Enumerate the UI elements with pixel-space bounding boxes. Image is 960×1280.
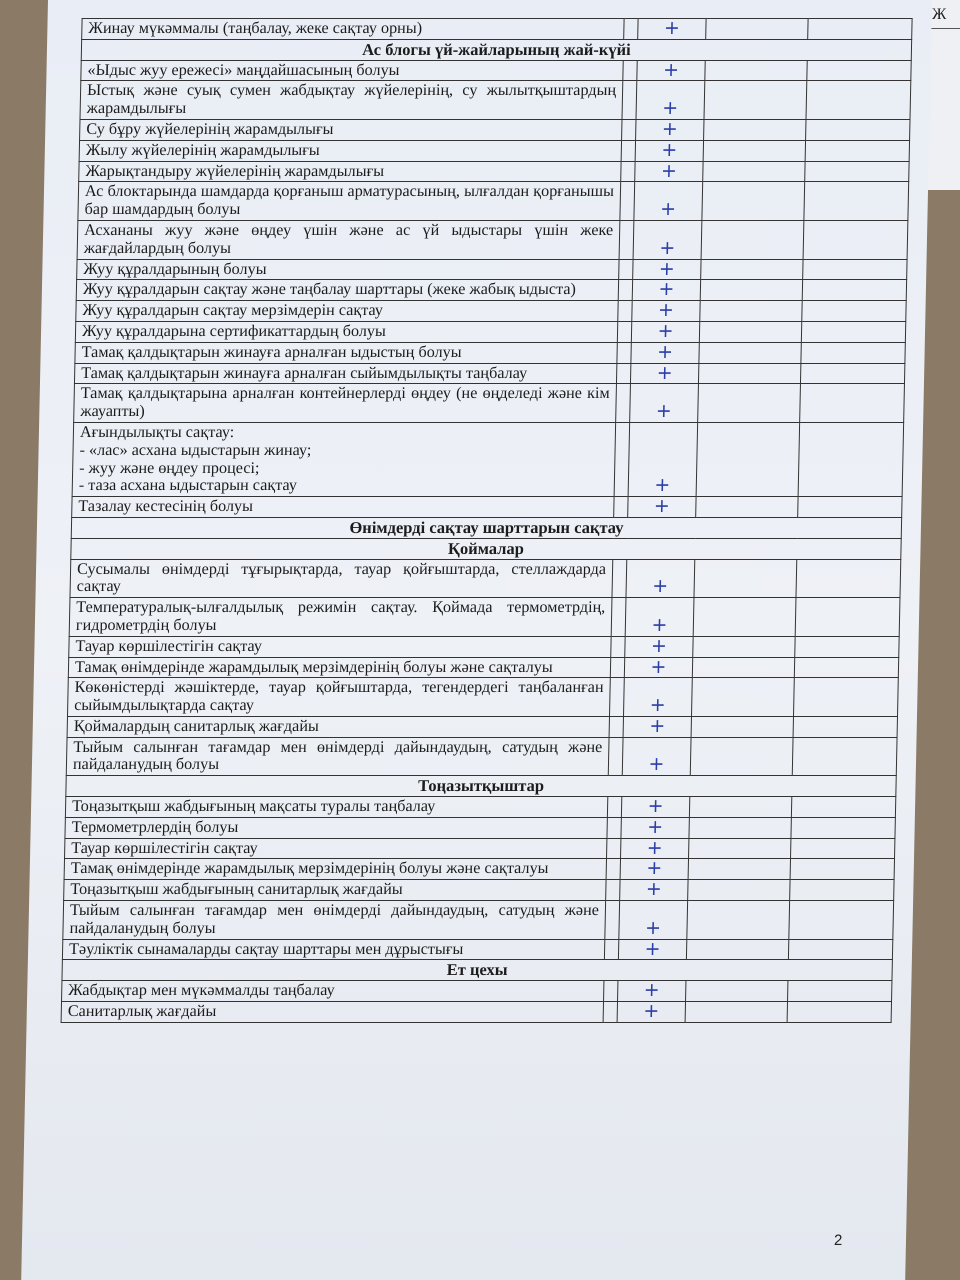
compliance-mark: +: [631, 342, 699, 363]
empty-cell-b: [794, 657, 898, 678]
section-title: Ет цехы: [62, 960, 892, 981]
compliance-mark: +: [632, 301, 700, 322]
checklist-row: [69, 636, 899, 657]
empty-cell-b: [791, 817, 895, 838]
empty-cell-b: [806, 81, 911, 120]
criterion-text: Жуу құралдарын сақтау және таңбалау шарттары (жеке жабық ыдыста): [76, 280, 618, 301]
criterion-text: Жабдықтар мен мүкәммалды таңбалау: [62, 981, 604, 1002]
narrow-column-cell: [616, 384, 631, 423]
empty-cell-b: [807, 60, 911, 81]
empty-cell-a: [704, 81, 807, 120]
narrow-column-cell: [603, 1002, 617, 1023]
compliance-mark: +: [624, 657, 692, 678]
empty-cell-b: [793, 678, 898, 717]
empty-cell-a: [703, 161, 805, 182]
empty-cell-a: [698, 384, 801, 423]
empty-cell-b: [802, 280, 906, 301]
empty-cell-b: [801, 321, 905, 342]
checklist-row: [72, 497, 902, 518]
checklist-row: [66, 737, 897, 776]
section-title: Ас блогы үй-жайларының жай-күйі: [81, 39, 911, 60]
criterion-text: Сусымалы өнімдерді тұғырықтарда, тауар қойғыштарда, стеллаждарда сақтау: [70, 559, 613, 598]
narrow-column-cell: [621, 140, 635, 161]
compliance-mark: +: [621, 838, 689, 859]
criterion-text: Тамақ қалдықтарына арналған контейнерлерді өңдеу (не өңделеді және кім жауапты): [74, 384, 617, 423]
empty-cell-a: [689, 817, 791, 838]
empty-cell-b: [802, 301, 906, 322]
narrow-column-cell: [607, 838, 621, 859]
checklist-row: [81, 60, 911, 81]
checklist-row: [75, 321, 905, 342]
narrow-column-cell: [606, 859, 620, 880]
narrow-column-cell: [607, 817, 621, 838]
compliance-mark: +: [628, 497, 696, 518]
criterion-text: Тамақ өнімдерінде жарамдылық мерзімдерінің болуы және сақталуы: [68, 657, 610, 678]
criterion-text: Ағындылықты сақтау: - «лас» асхана ыдыстарын жинау; - жуу және өңдеу процесі; - таза асхана ыдыстарын сақтау: [72, 422, 616, 496]
empty-cell-b: [798, 422, 904, 496]
empty-cell-b: [793, 716, 897, 737]
narrow-column-cell: [622, 81, 637, 120]
criterion-text: Жуу құралдарына сертификаттардың болуы: [75, 321, 617, 342]
narrow-column-cell: [606, 880, 620, 901]
checklist-row: [64, 859, 894, 880]
empty-cell-b: [805, 140, 909, 161]
narrow-column-cell: [618, 301, 632, 322]
section-header-row: [62, 960, 892, 981]
empty-cell-a: [690, 737, 793, 776]
section-header-row: [66, 776, 896, 797]
compliance-mark: +: [637, 60, 705, 81]
narrow-column-cell: [607, 797, 621, 818]
empty-cell-b: [800, 363, 904, 384]
narrow-column-cell: [608, 737, 623, 776]
narrow-column-cell: [609, 678, 624, 717]
empty-cell-a: [699, 321, 801, 342]
compliance-mark: +: [620, 880, 688, 901]
criterion-text: Тамақ өнімдерінде жарамдылық мерзімдерінің болуы және сақталуы: [64, 859, 606, 880]
criterion-text: Температуралық-ылғалдылық режимін сақтау. Қоймада термометрдің, гидрометрдің болуы: [69, 598, 612, 637]
checklist-row: [69, 598, 900, 637]
criterion-text: Тыйым салынған тағамдар мен өнімдерді дайындаудың, сатудың және пайдаланудың болуы: [63, 901, 606, 940]
empty-cell-b: [800, 384, 905, 423]
empty-cell-b: [803, 220, 908, 259]
empty-cell-a: [699, 342, 801, 363]
narrow-column-cell: [621, 161, 635, 182]
criterion-text: Су бұру жүйелерінің жарамдылығы: [80, 119, 622, 140]
compliance-mark: +: [621, 797, 689, 818]
compliance-mark: +: [623, 716, 691, 737]
criterion-text: Тоңазытқыш жабдығының мақсаты туралы таңбалау: [65, 797, 607, 818]
compliance-mark: +: [636, 119, 704, 140]
compliance-mark: +: [635, 140, 703, 161]
criterion-text: Жуу құралдарын сақтау мерзімдерін сақтау: [76, 301, 618, 322]
empty-cell-a: [691, 716, 793, 737]
narrow-column-cell: [617, 321, 631, 342]
criterion-text: Қоймалардың санитарлық жағдайы: [67, 716, 609, 737]
compliance-mark: +: [630, 363, 698, 384]
empty-cell-a: [705, 60, 807, 81]
page-number: 2: [833, 1232, 843, 1249]
checklist-row: [61, 1002, 891, 1023]
compliance-mark: +: [618, 981, 686, 1002]
criterion-text: Термометрлердің болуы: [65, 817, 607, 838]
narrow-column-cell: [609, 716, 623, 737]
narrow-column-cell: [617, 342, 631, 363]
empty-cell-a: [704, 119, 806, 140]
empty-cell-a: [686, 981, 788, 1002]
checklist-row: [79, 140, 909, 161]
criterion-text: Жинау мүкәммалы (таңбалау, жеке сақтау орны): [82, 19, 624, 40]
narrow-column-cell: [624, 19, 638, 40]
empty-cell-b: [788, 981, 892, 1002]
criterion-text: Тазалау кестесінің болуы: [72, 497, 614, 518]
empty-cell-a: [702, 182, 805, 221]
compliance-mark: +: [625, 636, 693, 657]
section-title: Өнімдерді сақтау шарттарын сақтау: [71, 517, 901, 538]
criterion-text: Тамақ қалдықтарын жинауға арналған сыйымдылықты таңбалау: [74, 363, 616, 384]
empty-cell-b: [790, 859, 894, 880]
empty-cell-b: [796, 559, 901, 598]
empty-cell-b: [790, 880, 894, 901]
compliance-mark: +: [635, 161, 703, 182]
section-header-row: [71, 517, 901, 538]
compliance-mark: +: [626, 559, 695, 598]
checklist-row: [65, 838, 895, 859]
criterion-text: Ыстық және суық сумен жабдықтау жүйелерінің, су жылытқыштардың жарамдылығы: [80, 81, 623, 120]
empty-cell-b: [795, 598, 900, 637]
criterion-text: Тауар көршілестігін сақтау: [69, 636, 611, 657]
compliance-mark: +: [619, 901, 688, 940]
empty-cell-a: [700, 280, 802, 301]
narrow-column-cell: [611, 598, 626, 637]
empty-cell-b: [787, 1002, 891, 1023]
section-header-row: [71, 538, 901, 559]
checklist-table: [61, 18, 913, 1023]
checklist-row: [64, 880, 894, 901]
narrow-column-cell: [604, 981, 618, 1002]
empty-cell-a: [700, 301, 802, 322]
empty-cell-a: [686, 939, 788, 960]
checklist-body: [61, 19, 912, 1023]
empty-cell-a: [688, 880, 790, 901]
criterion-text: Жылу жүйелерінің жарамдылығы: [79, 140, 621, 161]
empty-cell-a: [693, 636, 795, 657]
narrow-column-cell: [610, 657, 624, 678]
checklist-row: [63, 901, 894, 940]
checklist-row: [70, 559, 901, 598]
empty-cell-b: [791, 797, 895, 818]
compliance-mark: +: [617, 1002, 685, 1023]
empty-cell-b: [792, 737, 897, 776]
narrow-column-cell: [604, 939, 618, 960]
criterion-text: Тыйым салынған тағамдар мен өнімдерді дайындаудың, сатудың және пайдаланудың болуы: [66, 737, 609, 776]
criterion-text: Тоңазытқыш жабдығының санитарлық жағдайы: [64, 880, 606, 901]
checklist-row: [62, 939, 892, 960]
compliance-mark: +: [623, 678, 692, 717]
empty-cell-a: [688, 859, 790, 880]
checklist-row: [62, 981, 892, 1002]
section-title: Қоймалар: [71, 538, 901, 559]
narrow-column-cell: [618, 280, 632, 301]
criterion-text: Тамақ қалдықтарын жинауға арналған ыдыстың болуы: [75, 342, 617, 363]
empty-cell-a: [694, 559, 797, 598]
compliance-mark: +: [625, 598, 694, 637]
document-page: [21, 0, 932, 1280]
section-header-row: [81, 39, 911, 60]
criterion-text: Асхананы жуу және өңдеу үшін және ас үй ыдыстары үшін жеке жағдайлардың болуы: [77, 220, 620, 259]
compliance-mark: +: [628, 422, 698, 496]
criterion-text: Ас блоктарында шамдарда қорғаныш арматурасының, ылғалдан қорғанышы бар шамдардың болуы: [78, 182, 621, 221]
empty-cell-b: [798, 497, 902, 518]
checklist-row: [80, 81, 911, 120]
empty-cell-b: [801, 342, 905, 363]
checklist-row: [67, 678, 898, 717]
checklist-row: [72, 422, 904, 496]
empty-cell-a: [692, 657, 794, 678]
empty-cell-a: [685, 1002, 787, 1023]
compliance-mark: +: [633, 259, 701, 280]
narrow-column-cell: [619, 220, 634, 259]
empty-cell-a: [691, 678, 794, 717]
checklist-row: [82, 19, 912, 40]
criterion-text: Жуу құралдарының болуы: [77, 259, 619, 280]
narrow-column-cell: [620, 182, 635, 221]
narrow-column-cell: [616, 363, 630, 384]
empty-cell-a: [689, 838, 791, 859]
checklist-row: [77, 259, 907, 280]
narrow-column-cell: [614, 497, 628, 518]
empty-cell-b: [789, 901, 894, 940]
empty-cell-b: [791, 838, 895, 859]
checklist-row: [65, 817, 895, 838]
criterion-text: «Ыдыс жуу ережесі» маңдайшасының болуы: [81, 60, 623, 81]
compliance-mark: +: [630, 384, 699, 423]
empty-cell-b: [806, 119, 910, 140]
empty-cell-a: [687, 901, 790, 940]
empty-cell-a: [701, 259, 803, 280]
narrow-column-cell: [623, 60, 637, 81]
compliance-mark: +: [618, 939, 686, 960]
compliance-mark: +: [632, 280, 700, 301]
checklist-row: [65, 797, 895, 818]
compliance-mark: +: [621, 817, 689, 838]
empty-cell-a: [698, 363, 800, 384]
section-title: Тоңазытқыштар: [66, 776, 896, 797]
empty-cell-b: [804, 182, 909, 221]
empty-cell-b: [795, 636, 899, 657]
narrow-column-cell: [619, 259, 633, 280]
empty-cell-b: [808, 19, 912, 40]
compliance-mark: +: [620, 859, 688, 880]
empty-cell-a: [696, 422, 800, 496]
checklist-row: [75, 342, 905, 363]
narrow-column-cell: [612, 559, 627, 598]
empty-cell-b: [803, 259, 907, 280]
empty-cell-b: [805, 161, 909, 182]
empty-cell-a: [701, 220, 804, 259]
compliance-mark: +: [622, 737, 691, 776]
checklist-row: [68, 657, 898, 678]
checklist-row: [76, 301, 906, 322]
narrow-column-cell: [605, 901, 620, 940]
checklist-row: [74, 363, 904, 384]
adjacent-page-letter: Ж: [932, 6, 947, 23]
checklist-row: [77, 220, 908, 259]
criterion-text: Көкөністерді жәшіктерде, тауар қойғыштарда, тегендердегі таңбаланған сыйымдылықтарда сақтау: [67, 678, 610, 717]
checklist-row: [78, 182, 909, 221]
checklist-row: [76, 280, 906, 301]
criterion-text: Тәуліктік сынамаларды сақтау шарттары мен дұрыстығы: [62, 939, 604, 960]
criterion-text: Тауар көршілестігін сақтау: [65, 838, 607, 859]
checklist-row: [74, 384, 905, 423]
narrow-column-cell: [622, 119, 636, 140]
compliance-mark: +: [634, 182, 703, 221]
empty-cell-a: [703, 140, 805, 161]
criterion-text: Жарықтандыру жүйелерінің жарамдылығы: [79, 161, 621, 182]
criterion-text: Санитарлық жағдайы: [61, 1002, 603, 1023]
checklist-row: [67, 716, 897, 737]
empty-cell-b: [788, 939, 892, 960]
narrow-column-cell: [611, 636, 625, 657]
empty-cell-a: [696, 497, 798, 518]
checklist-row: [79, 161, 909, 182]
empty-cell-a: [689, 797, 791, 818]
compliance-mark: +: [636, 81, 705, 120]
empty-cell-a: [706, 19, 808, 40]
empty-cell-a: [693, 598, 796, 637]
compliance-mark: +: [633, 220, 702, 259]
compliance-mark: +: [631, 321, 699, 342]
checklist-row: [80, 119, 910, 140]
compliance-mark: +: [638, 19, 706, 40]
